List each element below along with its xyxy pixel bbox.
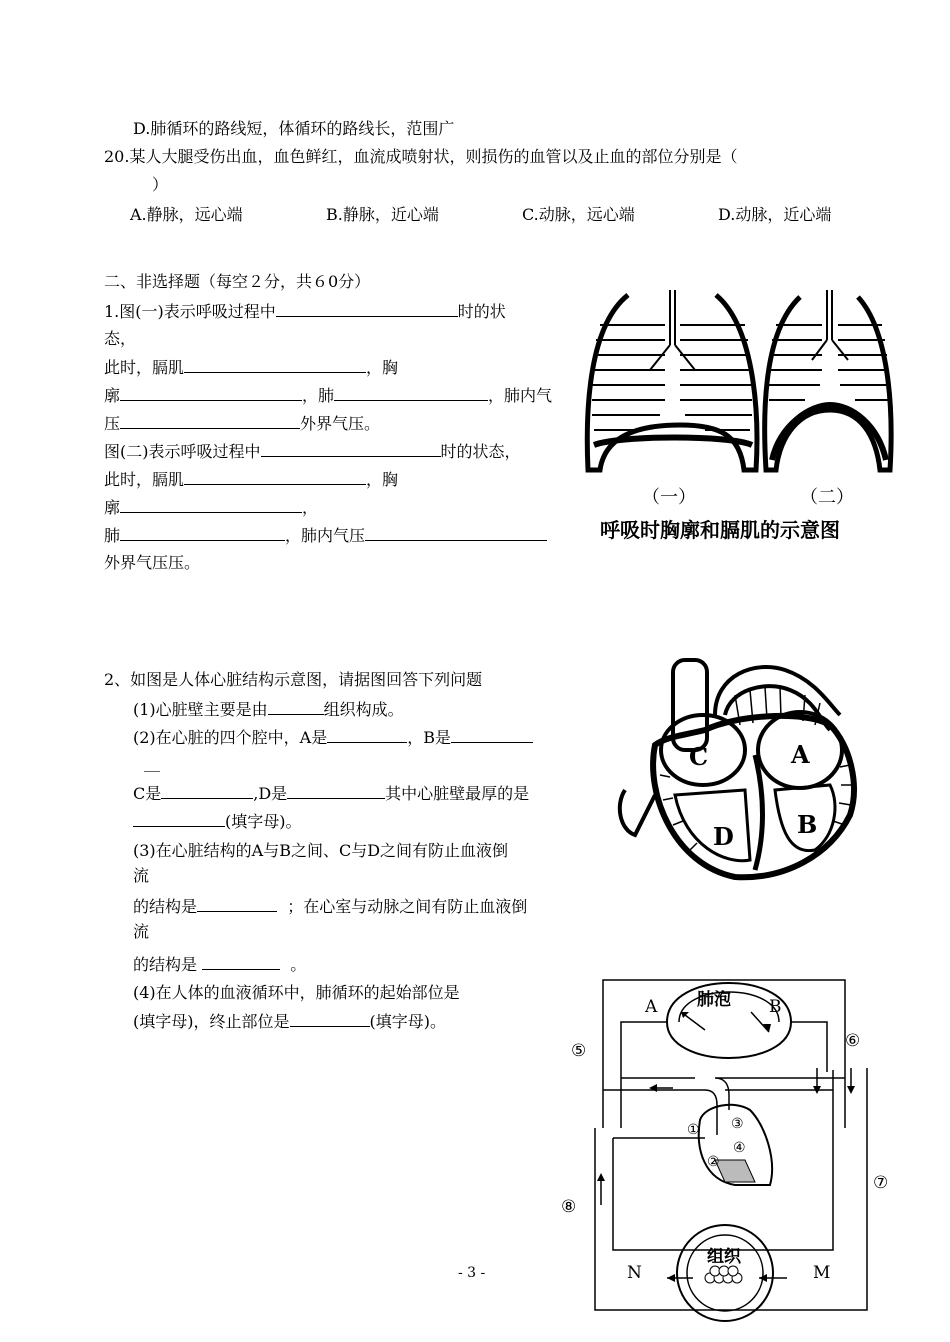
- blank[interactable]: [327, 726, 407, 743]
- q2-text: C是: [133, 784, 162, 803]
- q2-text: (2)在心脏的四个腔中，A是: [133, 728, 328, 747]
- num-2: ②: [707, 1154, 720, 1170]
- left-ventricle-hatch: [715, 1160, 755, 1182]
- arrow-head: [847, 1086, 855, 1094]
- alveolus-label: 肺泡: [697, 990, 731, 1010]
- q19-option-d: D.肺循环的路线短，体循环的路线长，范围广: [133, 119, 455, 138]
- q2-part3-cont: [133, 810, 302, 833]
- q2-text: ，B是: [407, 728, 451, 747]
- q2-text: ；在心室与动脉之间有防止血液倒: [287, 897, 528, 916]
- num-5: ⑤: [571, 1041, 587, 1061]
- heart-label-a: A: [791, 740, 810, 769]
- label-a: A: [645, 997, 658, 1017]
- blank[interactable]: [451, 726, 533, 743]
- q1-line10: 外界气压压。: [104, 553, 201, 572]
- q2-text: (1)心脏壁主要是由: [133, 700, 268, 719]
- q2-text: 的结构是: [133, 897, 198, 916]
- q1-text: 图(二)表示呼吸过程中: [104, 442, 261, 461]
- q1-line3: [104, 356, 398, 379]
- arrow-head: [597, 1173, 605, 1181]
- blank[interactable]: [290, 1010, 370, 1027]
- q2-text: (填字母)。: [369, 1012, 446, 1031]
- q1-line9: [104, 524, 547, 547]
- heart-label-d: D: [713, 822, 734, 851]
- blank[interactable]: [133, 810, 225, 827]
- q20-option-a: A.静脉，远心端: [130, 205, 243, 224]
- q2-text: 其中心脏壁最厚的是: [385, 784, 530, 803]
- q2-part4-flow: 流: [133, 866, 150, 885]
- q2-part5-flow: 流: [133, 922, 150, 941]
- arrow-head: [649, 1084, 657, 1092]
- q20-option-b: B.静脉，近心端: [326, 205, 439, 224]
- figure-label-1: （一）: [642, 487, 696, 508]
- section-title: 二、非选择题（每空２分，共６0分）: [104, 272, 371, 291]
- pulmonary-loop-inner: [621, 1022, 827, 1128]
- q1-line7: [104, 468, 398, 491]
- q2-part7-cont: [133, 1010, 446, 1033]
- blank[interactable]: [120, 524, 285, 541]
- label-m: M: [813, 1263, 831, 1283]
- arrow-head: [667, 1274, 675, 1282]
- page-number: - 3 -: [458, 1265, 486, 1281]
- label-b: B: [769, 997, 782, 1017]
- q1-text: 时的状态，: [440, 442, 521, 461]
- blank[interactable]: [120, 384, 302, 401]
- q1-line1: [104, 300, 506, 323]
- q2-text: 的结构是: [133, 955, 198, 974]
- q1-text: ，: [302, 498, 319, 517]
- q1-line2: 态，: [104, 329, 137, 348]
- blank[interactable]: [202, 953, 280, 970]
- q2-stem: 2、如图是人体心脏结构示意图，请据图回答下列问题: [104, 670, 483, 689]
- blank[interactable]: [365, 524, 547, 541]
- q2-part4: (3)在心脏结构的A与B之间、C与D之间有防止血液倒: [133, 841, 509, 860]
- q1-line6: [104, 440, 521, 463]
- blank[interactable]: [161, 782, 253, 799]
- q2-part7: (4)在人体的血液循环中，肺循环的起始部位是: [133, 983, 460, 1002]
- septum: [755, 755, 763, 870]
- num-8: ⑧: [561, 1197, 577, 1217]
- q20-option-c: C.动脉，远心端: [522, 205, 635, 224]
- q2-text: (填字母)。: [225, 812, 302, 831]
- q2-text: ,D是: [253, 784, 288, 803]
- blank[interactable]: [268, 698, 324, 715]
- q1-text: 肺: [104, 526, 121, 545]
- q1-text: 此时，膈肌: [104, 470, 185, 489]
- blank[interactable]: [120, 496, 302, 513]
- q1-text: 此时，膈肌: [104, 358, 185, 377]
- thorax-diagram-1: [587, 290, 757, 470]
- num-7: ⑦: [873, 1173, 889, 1193]
- heart-label-b: B: [797, 810, 818, 839]
- capillary-lower: [667, 1022, 791, 1058]
- q1-text: 压: [104, 414, 121, 433]
- q1-text: ，肺内气: [488, 386, 553, 405]
- num-4: ④: [733, 1140, 746, 1156]
- q20-stem: 20.某人大腿受伤出血，血色鲜红，血流成喷射状，则损伤的血管以及止血的部位分别是（: [104, 147, 738, 166]
- blank[interactable]: [287, 782, 385, 799]
- num-1: ①: [687, 1122, 700, 1138]
- thorax-diagram-2: [765, 290, 891, 470]
- q2-text: 。: [290, 955, 307, 974]
- num-6: ⑥: [845, 1031, 861, 1051]
- figure-label-2: （二）: [800, 487, 854, 508]
- tissue-label: 组织: [707, 1247, 741, 1267]
- q1-line8: [104, 496, 318, 519]
- q1-text: 廓: [104, 386, 121, 405]
- q1-text: ，胸: [366, 358, 399, 377]
- q2-text: (填字母)，终止部位是: [133, 1012, 290, 1031]
- breathing-figure: [580, 285, 900, 555]
- q2-part1: [133, 698, 404, 721]
- blank[interactable]: [261, 440, 441, 457]
- q1-line4: [104, 384, 552, 407]
- q1-text: ，肺: [302, 386, 335, 405]
- pulmonary-artery: [725, 686, 830, 730]
- vein-left: [620, 790, 655, 835]
- q20-close-paren: ）: [152, 175, 169, 194]
- q1-text: 外界气压。: [300, 414, 381, 433]
- blank[interactable]: [334, 384, 488, 401]
- circulation-diagram: [555, 960, 900, 1325]
- q1-text: 时的状: [457, 302, 506, 321]
- q2-part2-cont: __: [144, 753, 160, 772]
- q1-line5: [104, 412, 380, 435]
- q1-text: ，胸: [366, 470, 399, 489]
- q2-text: 组织构成。: [323, 700, 404, 719]
- blank[interactable]: [184, 468, 366, 485]
- q20-option-d: D.动脉，近心端: [718, 205, 832, 224]
- q1-text: 1.图(一)表示呼吸过程中: [104, 302, 276, 321]
- label-n: N: [627, 1263, 642, 1283]
- heart-diagram: [615, 655, 870, 885]
- blank[interactable]: [184, 356, 366, 373]
- aortic-arch: [715, 667, 840, 715]
- heart-outline: [653, 716, 854, 877]
- blank[interactable]: [197, 895, 277, 912]
- q2-part2: [133, 726, 533, 749]
- q2-part6: [133, 953, 306, 976]
- heart-label-c: C: [689, 742, 709, 771]
- q1-text: ，肺内气压: [285, 526, 366, 545]
- blank[interactable]: [276, 300, 458, 317]
- num-3: ③: [731, 1116, 744, 1132]
- q1-text: 廓: [104, 498, 121, 517]
- blank[interactable]: [120, 412, 300, 429]
- q2-part3: [133, 782, 529, 805]
- figure-caption: 呼吸时胸廓和膈肌的示意图: [600, 518, 840, 542]
- q2-part5: [133, 895, 527, 918]
